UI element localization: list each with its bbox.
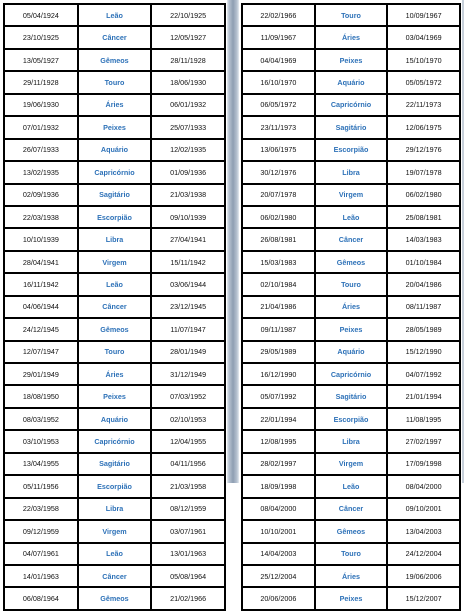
start-date-cell: 26/07/1933 xyxy=(4,139,78,161)
end-date-cell: 21/03/1938 xyxy=(151,184,225,206)
sign-cell: Aquário xyxy=(315,341,387,363)
table-row xyxy=(4,94,225,116)
end-date-cell: 11/07/1947 xyxy=(151,318,225,340)
start-date-cell: 10/10/1939 xyxy=(4,228,78,250)
sign-cell: Sagitário xyxy=(78,184,151,206)
sign-cell: Touro xyxy=(315,543,387,565)
start-date-cell: 13/05/1927 xyxy=(4,49,78,71)
table-row xyxy=(242,139,460,161)
end-date-cell: 12/04/1955 xyxy=(151,430,225,452)
table-row xyxy=(242,71,460,93)
start-date-cell: 22/03/1958 xyxy=(4,498,78,520)
table-row xyxy=(242,475,460,497)
sign-cell: Sagitário xyxy=(78,453,151,475)
end-date-cell: 15/10/1970 xyxy=(387,49,460,71)
sign-cell: Virgem xyxy=(78,251,151,273)
sign-cell: Libra xyxy=(315,430,387,452)
sign-cell: Leão xyxy=(315,206,387,228)
end-date-cell: 01/09/1936 xyxy=(151,161,225,183)
end-date-cell: 27/04/1941 xyxy=(151,228,225,250)
table-row xyxy=(4,520,225,542)
right-table-body xyxy=(242,4,460,610)
start-date-cell: 23/10/1925 xyxy=(4,26,78,48)
table-row xyxy=(4,251,225,273)
table-row xyxy=(4,49,225,71)
end-date-cell: 18/06/1930 xyxy=(151,71,225,93)
sign-cell: Virgem xyxy=(315,184,387,206)
table-row xyxy=(242,94,460,116)
start-date-cell: 25/12/2004 xyxy=(242,565,315,587)
sign-cell: Capricórnio xyxy=(315,363,387,385)
start-date-cell: 09/11/1987 xyxy=(242,318,315,340)
sign-cell: Libra xyxy=(78,228,151,250)
start-date-cell: 09/12/1959 xyxy=(4,520,78,542)
end-date-cell: 22/10/1925 xyxy=(151,4,225,26)
end-date-cell: 12/02/1935 xyxy=(151,139,225,161)
end-date-cell: 15/11/1942 xyxy=(151,251,225,273)
end-date-cell: 25/08/1981 xyxy=(387,206,460,228)
sign-cell: Sagitário xyxy=(315,385,387,407)
end-date-cell: 25/07/1933 xyxy=(151,116,225,138)
left-zodiac-table xyxy=(3,3,226,611)
start-date-cell: 10/10/2001 xyxy=(242,520,315,542)
table-row xyxy=(242,520,460,542)
start-date-cell: 24/12/1945 xyxy=(4,318,78,340)
table-row xyxy=(4,161,225,183)
table-row xyxy=(242,184,460,206)
start-date-cell: 06/05/1972 xyxy=(242,94,315,116)
table-row xyxy=(242,4,460,26)
end-date-cell: 17/09/1998 xyxy=(387,453,460,475)
end-date-cell: 09/10/2001 xyxy=(387,498,460,520)
end-date-cell: 03/06/1944 xyxy=(151,273,225,295)
end-date-cell: 15/12/1990 xyxy=(387,341,460,363)
start-date-cell: 13/06/1975 xyxy=(242,139,315,161)
end-date-cell: 24/12/2004 xyxy=(387,543,460,565)
right-table-panel xyxy=(241,3,461,604)
sign-cell: Câncer xyxy=(78,565,151,587)
end-date-cell: 20/04/1986 xyxy=(387,273,460,295)
sign-cell: Escorpião xyxy=(315,408,387,430)
start-date-cell: 22/02/1966 xyxy=(242,4,315,26)
table-row xyxy=(242,296,460,318)
start-date-cell: 02/09/1936 xyxy=(4,184,78,206)
start-date-cell: 28/04/1941 xyxy=(4,251,78,273)
start-date-cell: 08/03/1952 xyxy=(4,408,78,430)
end-date-cell: 19/07/1978 xyxy=(387,161,460,183)
end-date-cell: 22/11/1973 xyxy=(387,94,460,116)
start-date-cell: 21/04/1986 xyxy=(242,296,315,318)
sign-cell: Câncer xyxy=(78,296,151,318)
end-date-cell: 28/11/1928 xyxy=(151,49,225,71)
table-row xyxy=(4,26,225,48)
start-date-cell: 16/10/1970 xyxy=(242,71,315,93)
sign-cell: Virgem xyxy=(315,453,387,475)
sign-cell: Capricórnio xyxy=(78,161,151,183)
table-row xyxy=(242,273,460,295)
sign-cell: Capricórnio xyxy=(315,94,387,116)
start-date-cell: 22/03/1938 xyxy=(4,206,78,228)
end-date-cell: 02/10/1953 xyxy=(151,408,225,430)
table-row xyxy=(4,296,225,318)
table-row xyxy=(242,565,460,587)
end-date-cell: 12/06/1975 xyxy=(387,116,460,138)
end-date-cell: 27/02/1997 xyxy=(387,430,460,452)
start-date-cell: 13/02/1935 xyxy=(4,161,78,183)
table-row xyxy=(4,565,225,587)
start-date-cell: 16/11/1942 xyxy=(4,273,78,295)
sign-cell: Áries xyxy=(315,565,387,587)
start-date-cell: 06/02/1980 xyxy=(242,206,315,228)
end-date-cell: 21/03/1958 xyxy=(151,475,225,497)
end-date-cell: 28/05/1989 xyxy=(387,318,460,340)
end-date-cell: 05/05/1972 xyxy=(387,71,460,93)
table-row xyxy=(4,206,225,228)
right-zodiac-table xyxy=(241,3,461,611)
table-row xyxy=(4,363,225,385)
table-row xyxy=(242,318,460,340)
sign-cell: Leão xyxy=(78,273,151,295)
table-row xyxy=(4,184,225,206)
end-date-cell: 08/12/1959 xyxy=(151,498,225,520)
start-date-cell: 29/11/1928 xyxy=(4,71,78,93)
start-date-cell: 12/08/1995 xyxy=(242,430,315,452)
table-row xyxy=(242,161,460,183)
sign-cell: Libra xyxy=(78,498,151,520)
end-date-cell: 23/12/1945 xyxy=(151,296,225,318)
sign-cell: Peixes xyxy=(315,49,387,71)
start-date-cell: 05/07/1992 xyxy=(242,385,315,407)
sign-cell: Gêmeos xyxy=(78,318,151,340)
table-row xyxy=(4,71,225,93)
start-date-cell: 04/04/1969 xyxy=(242,49,315,71)
end-date-cell: 04/11/1956 xyxy=(151,453,225,475)
table-row xyxy=(242,408,460,430)
table-row xyxy=(242,498,460,520)
end-date-cell: 06/01/1932 xyxy=(151,94,225,116)
end-date-cell: 05/08/1964 xyxy=(151,565,225,587)
left-table-panel xyxy=(3,3,226,604)
sign-cell: Gêmeos xyxy=(315,251,387,273)
start-date-cell: 16/12/1990 xyxy=(242,363,315,385)
table-row xyxy=(242,49,460,71)
sign-cell: Libra xyxy=(315,161,387,183)
table-row xyxy=(4,318,225,340)
table-row xyxy=(4,430,225,452)
end-date-cell: 13/04/2003 xyxy=(387,520,460,542)
start-date-cell: 15/03/1983 xyxy=(242,251,315,273)
start-date-cell: 20/07/1978 xyxy=(242,184,315,206)
start-date-cell: 28/02/1997 xyxy=(242,453,315,475)
end-date-cell: 08/04/2000 xyxy=(387,475,460,497)
sign-cell: Touro xyxy=(315,4,387,26)
start-date-cell: 18/09/1998 xyxy=(242,475,315,497)
start-date-cell: 02/10/1984 xyxy=(242,273,315,295)
sign-cell: Touro xyxy=(78,341,151,363)
sign-cell: Câncer xyxy=(315,498,387,520)
start-date-cell: 06/08/1964 xyxy=(4,587,78,609)
start-date-cell: 03/10/1953 xyxy=(4,430,78,452)
start-date-cell: 14/01/1963 xyxy=(4,565,78,587)
start-date-cell: 08/04/2000 xyxy=(242,498,315,520)
panel-divider xyxy=(227,0,239,483)
table-row xyxy=(4,273,225,295)
sign-cell: Leão xyxy=(315,475,387,497)
table-row xyxy=(242,363,460,385)
left-table-body xyxy=(4,4,225,610)
table-row xyxy=(4,453,225,475)
start-date-cell: 22/01/1994 xyxy=(242,408,315,430)
table-row xyxy=(4,475,225,497)
table-row xyxy=(4,139,225,161)
sign-cell: Escorpião xyxy=(78,475,151,497)
sign-cell: Capricórnio xyxy=(78,430,151,452)
sign-cell: Aquário xyxy=(78,139,151,161)
start-date-cell: 14/04/2003 xyxy=(242,543,315,565)
end-date-cell: 11/08/1995 xyxy=(387,408,460,430)
table-row xyxy=(242,385,460,407)
start-date-cell: 23/11/1973 xyxy=(242,116,315,138)
sign-cell: Áries xyxy=(315,26,387,48)
start-date-cell: 20/06/2006 xyxy=(242,587,315,609)
sign-cell: Aquário xyxy=(78,408,151,430)
end-date-cell: 09/10/1939 xyxy=(151,206,225,228)
start-date-cell: 12/07/1947 xyxy=(4,341,78,363)
table-row xyxy=(242,453,460,475)
end-date-cell: 15/12/2007 xyxy=(387,587,460,609)
table-row xyxy=(242,430,460,452)
sign-cell: Áries xyxy=(315,296,387,318)
start-date-cell: 04/06/1944 xyxy=(4,296,78,318)
start-date-cell: 18/08/1950 xyxy=(4,385,78,407)
sign-cell: Câncer xyxy=(78,26,151,48)
start-date-cell: 29/05/1989 xyxy=(242,341,315,363)
sign-cell: Touro xyxy=(315,273,387,295)
table-row xyxy=(4,587,225,609)
table-row xyxy=(4,543,225,565)
end-date-cell: 21/01/1994 xyxy=(387,385,460,407)
end-date-cell: 13/01/1963 xyxy=(151,543,225,565)
sign-cell: Aquário xyxy=(315,71,387,93)
sign-cell: Escorpião xyxy=(315,139,387,161)
table-row xyxy=(4,4,225,26)
end-date-cell: 04/07/1992 xyxy=(387,363,460,385)
sign-cell: Escorpião xyxy=(78,206,151,228)
sign-cell: Câncer xyxy=(315,228,387,250)
sign-cell: Gêmeos xyxy=(315,520,387,542)
end-date-cell: 07/03/1952 xyxy=(151,385,225,407)
sign-cell: Peixes xyxy=(315,587,387,609)
end-date-cell: 06/02/1980 xyxy=(387,184,460,206)
sign-cell: Peixes xyxy=(78,385,151,407)
sign-cell: Gêmeos xyxy=(78,49,151,71)
end-date-cell: 12/05/1927 xyxy=(151,26,225,48)
end-date-cell: 19/06/2006 xyxy=(387,565,460,587)
table-row xyxy=(242,251,460,273)
start-date-cell: 07/01/1932 xyxy=(4,116,78,138)
end-date-cell: 21/02/1966 xyxy=(151,587,225,609)
table-row xyxy=(242,26,460,48)
start-date-cell: 29/01/1949 xyxy=(4,363,78,385)
start-date-cell: 11/09/1967 xyxy=(242,26,315,48)
start-date-cell: 04/07/1961 xyxy=(4,543,78,565)
sign-cell: Sagitário xyxy=(315,116,387,138)
end-date-cell: 03/04/1969 xyxy=(387,26,460,48)
sign-cell: Peixes xyxy=(315,318,387,340)
table-row xyxy=(242,206,460,228)
table-row xyxy=(242,228,460,250)
end-date-cell: 01/10/1984 xyxy=(387,251,460,273)
table-row xyxy=(4,498,225,520)
end-date-cell: 08/11/1987 xyxy=(387,296,460,318)
end-date-cell: 03/07/1961 xyxy=(151,520,225,542)
table-row xyxy=(4,385,225,407)
start-date-cell: 19/06/1930 xyxy=(4,94,78,116)
table-row xyxy=(4,116,225,138)
table-row xyxy=(242,587,460,609)
sign-cell: Áries xyxy=(78,363,151,385)
start-date-cell: 13/04/1955 xyxy=(4,453,78,475)
end-date-cell: 29/12/1976 xyxy=(387,139,460,161)
table-row xyxy=(242,116,460,138)
start-date-cell: 05/11/1956 xyxy=(4,475,78,497)
sign-cell: Leão xyxy=(78,4,151,26)
table-row xyxy=(242,341,460,363)
table-row xyxy=(4,341,225,363)
end-date-cell: 14/03/1983 xyxy=(387,228,460,250)
start-date-cell: 26/08/1981 xyxy=(242,228,315,250)
table-row xyxy=(4,228,225,250)
sign-cell: Áries xyxy=(78,94,151,116)
table-row xyxy=(4,408,225,430)
table-row xyxy=(242,543,460,565)
start-date-cell: 30/12/1976 xyxy=(242,161,315,183)
sign-cell: Touro xyxy=(78,71,151,93)
sign-cell: Virgem xyxy=(78,520,151,542)
start-date-cell: 05/04/1924 xyxy=(4,4,78,26)
sign-cell: Gêmeos xyxy=(78,587,151,609)
end-date-cell: 31/12/1949 xyxy=(151,363,225,385)
end-date-cell: 10/09/1967 xyxy=(387,4,460,26)
sign-cell: Leão xyxy=(78,543,151,565)
sign-cell: Peixes xyxy=(78,116,151,138)
end-date-cell: 28/01/1949 xyxy=(151,341,225,363)
